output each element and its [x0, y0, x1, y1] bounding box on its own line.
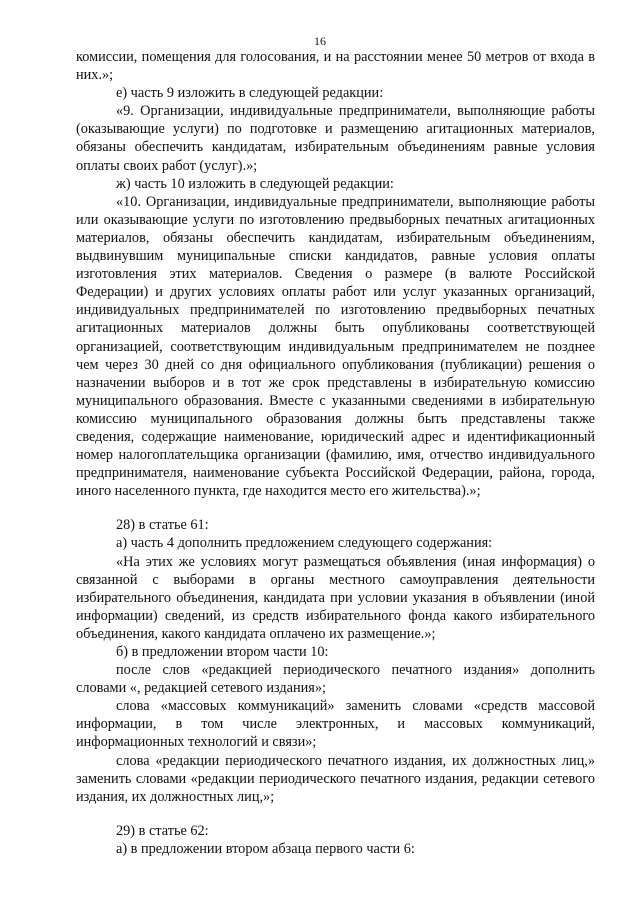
paragraph: после слов «редакцией периодического печатного издания» дополнить словами «, редакцией сетевого издания»; — [76, 662, 595, 697]
paragraph: «10. Организации, индивидуальные предприниматели, выполняющие работы или оказывающие услуги по изготовлению предвыборных печатных агитационных материалов, обязаны обеспечить кандидатам, избирательным объединениям, выдвинувшим муниципальные списки кандидатов, равные условия оплаты изготовления этих материалов. Сведения о размере (в валюте Российской Федерации) и других условиях оплаты работ или услуг указанных организаций, индивидуальных предпринимателей по изготовлению предвыборных печатных агитационных материалов должны быть опубликованы соответствующей организацией, соответствующим индивидуальным предпринимателем не позднее чем через 30 дней со дня официального опубликования (публикации) решения о назначении выборов и в тот же срок представлены в избирательную комиссию муниципального образования. Вместе с указанными сведениями в избирательную комиссию муниципального образования должны быть представлены также сведения, содержащие наименование, юридический адрес и идентификационный номер налогоплательщика организации (фамилию, имя, отчество индивидуального предпринимателя, наименование субъекта Российской Федерации, района, города, иного населенного пункта, где находится место его жительства).»; — [76, 193, 595, 500]
paragraph: е) часть 9 изложить в следующей редакции: — [116, 85, 384, 102]
paragraph: слова «редакции периодического печатного издания, их должностных лиц,» заменить словами «редакции периодического печатного издания, редакции сетевого издания, их должностных лиц,»; — [76, 752, 595, 805]
paragraph: а) в предложении втором абзаца первого части 6: — [116, 840, 415, 857]
paragraph-spacer — [76, 806, 595, 822]
paragraph: ж) часть 10 изложить в следующей редакции: — [116, 175, 394, 192]
paragraph: слова «массовых коммуникаций» заменить словами «средств массовой информации, в том числе электронных, и массовых коммуникаций, информационных технологий и связи»; — [76, 698, 595, 751]
paragraph: а) часть 4 дополнить предложением следующего содержания: — [116, 535, 493, 552]
paragraph: 28) в статье 61: — [116, 517, 209, 534]
paragraph: «9. Организации, индивидуальные предприниматели, выполняющие работы (оказывающие услуги) по подготовке и размещению агитационных материалов, обязаны обеспечить кандидатам, избирательным объединениям равные условия оплаты своих работ (услуг).»; — [76, 103, 595, 174]
paragraph-spacer — [76, 500, 595, 516]
document-body — [76, 48, 595, 858]
paragraph: 29) в статье 62: — [116, 822, 209, 839]
paragraph: комиссии, помещения для голосования, и на расстоянии менее 50 метров от входа в них.»; — [76, 49, 595, 84]
page-number: 16 — [314, 34, 326, 48]
paragraph: «На этих же условиях могут размещаться объявления (иная информация) о связанной с выборами в органы местного самоуправления деятельности избирательного объединения, кандидата при условии указания в объявлении (иной информации) сведений, из средств избирательного фонда какого избирательного объединения, какого кандидата оплачено их размещение.»; — [76, 553, 595, 642]
paragraph: б) в предложении втором части 10: — [116, 644, 329, 660]
